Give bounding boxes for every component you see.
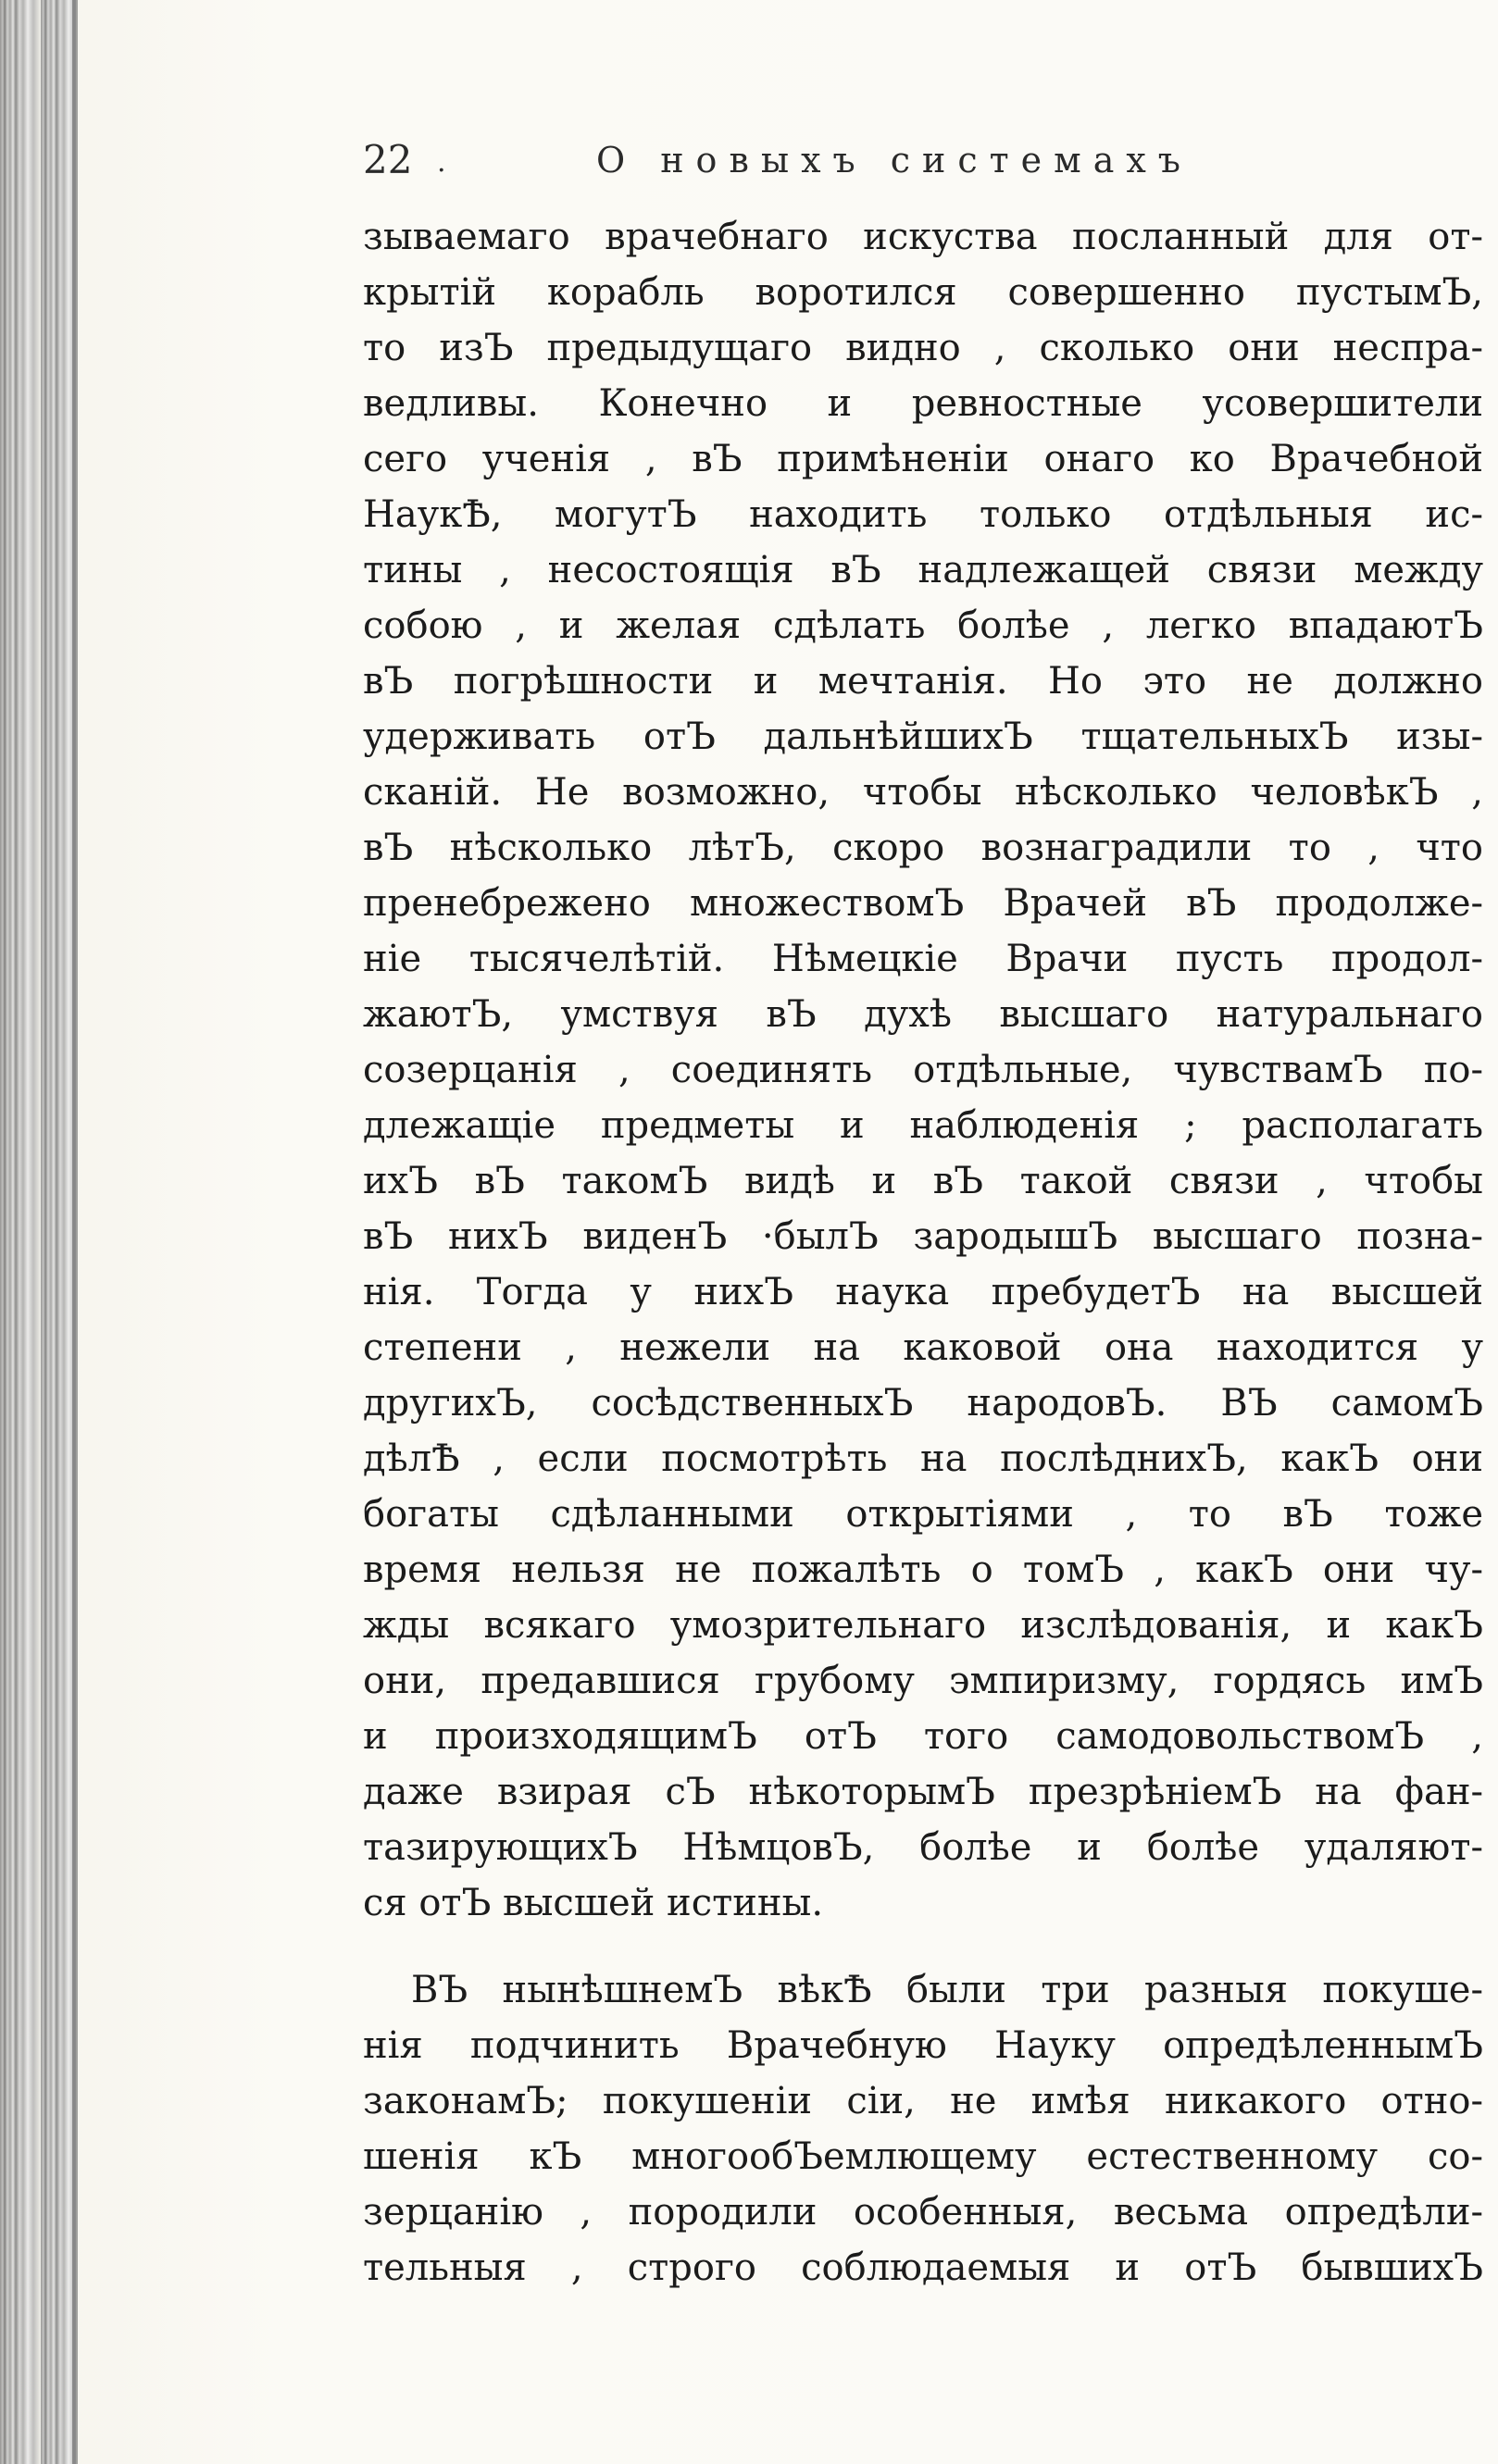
paragraph-2 — [363, 1962, 1483, 2296]
text-line: нія. Тогда у нихЪ наука пребудетЪ на высшей — [363, 1271, 1483, 1313]
text-line: тазирующихЪ НѣмцовЪ, болѣе и болѣе удаляют- — [363, 1826, 1483, 1869]
text-line: богаты сдѣланными открытіями , то вЪ тоже — [363, 1493, 1483, 1536]
text-line: созерцанія , соединять отдѣльные, чувствамЪ по- — [363, 1049, 1483, 1091]
text-line: вЪ нѣсколько лѣтЪ, скоро вознаградили то , что — [363, 827, 1483, 869]
header-separator: . — [437, 146, 446, 179]
paragraph-gap — [363, 1931, 1483, 1962]
paragraph-1 — [363, 209, 1483, 1931]
page-number: 22 — [363, 137, 413, 182]
text-line: НаукѢ, могутЪ находить только отдѣльныя ис- — [363, 493, 1483, 536]
text-line: дѣлѢ , если посмотрѣть на послѣднихЪ, какЪ они — [363, 1437, 1483, 1480]
text-line: даже взирая сЪ нѣкоторымЪ презрѣніемЪ на фан- — [363, 1771, 1483, 1813]
text-line: другихЪ, сосѣдственныхЪ народовЪ. ВЪ самомЪ — [363, 1382, 1483, 1425]
text-line: ся отЪ высшей истины. — [363, 1882, 824, 1924]
text-line: удерживать отЪ дальнѣйшихЪ тщательныхЪ изы- — [363, 716, 1483, 758]
text-line: сканій. Не возможно, чтобы нѣсколько человѣкЪ , — [363, 771, 1483, 814]
text-line: степени , нежели на каковой она находится у — [363, 1326, 1483, 1369]
body-text — [363, 209, 1483, 2296]
text-line: тины , несостоящія вЪ надлежащей связи между — [363, 549, 1483, 591]
text-line: ВЪ нынѣшнемЪ вѣкѢ были три разныя покуше- — [411, 1969, 1483, 2011]
text-line: тельныя , строго соблюдаемыя и отЪ бывшихЪ — [363, 2246, 1483, 2289]
text-line: нія подчинить Врачебную Науку опредѣленнымЪ — [363, 2024, 1483, 2067]
text-line: жаютЪ, умствуя вЪ духѣ высшаго натуральнаго — [363, 993, 1483, 1036]
text-line: время нельзя не пожалѣть о томЪ , какЪ они чу- — [363, 1549, 1483, 1591]
text-line: они, предавшися грубому эмпиризму, гордясь имЪ — [363, 1660, 1483, 1702]
text-line: ведливы. Конечно и ревностные усовершители — [363, 382, 1483, 425]
text-line: вЪ погрѣшности и мечтанія. Но это не должно — [363, 660, 1483, 703]
page-header — [363, 132, 1289, 188]
text-line: собою , и желая сдѣлать болѣе , легко впадаютЪ — [363, 604, 1483, 647]
text-line: крытій корабль воротился совершенно пустымЪ, — [363, 271, 1483, 314]
text-line: ніе тысячелѣтій. Нѣмецкіе Врачи пусть продол- — [363, 938, 1483, 980]
text-line: то изЪ предыдущаго видно , сколько они неспра- — [363, 327, 1483, 369]
text-line: законамЪ; покушеніи сіи, не имѣя никакого отно- — [363, 2080, 1483, 2122]
text-line: сего ученія , вЪ примѣненіи онаго ко Врачебной — [363, 438, 1483, 480]
text-line: шенія кЪ многообЪемлющему естественному со- — [363, 2135, 1483, 2178]
text-line: и произходящимЪ отЪ того самодовольствомЪ , — [363, 1715, 1483, 1758]
text-line: жды всякаго умозрительнаго изслѣдованія, и какЪ — [363, 1604, 1483, 1647]
text-line: зываемаго врачебнаго искуства посланный для от- — [363, 216, 1483, 258]
running-title: О новыхъ системахъ — [596, 140, 1192, 180]
page-gutter — [0, 0, 76, 2464]
text-line: ихЪ вЪ такомЪ видѣ и вЪ такой связи , чтобы — [363, 1160, 1483, 1202]
text-line: зерцанію , породили особенныя, весьма опредѣли- — [363, 2191, 1483, 2234]
text-line: длежащіе предметы и наблюденія ; располагать — [363, 1104, 1483, 1147]
text-line: пренебрежено множествомЪ Врачей вЪ продолже- — [363, 882, 1483, 925]
page-gutter-edge — [72, 0, 78, 2464]
text-line: вЪ нихЪ виденЪ ·былЪ зародышЪ высшаго позна- — [363, 1215, 1483, 1258]
